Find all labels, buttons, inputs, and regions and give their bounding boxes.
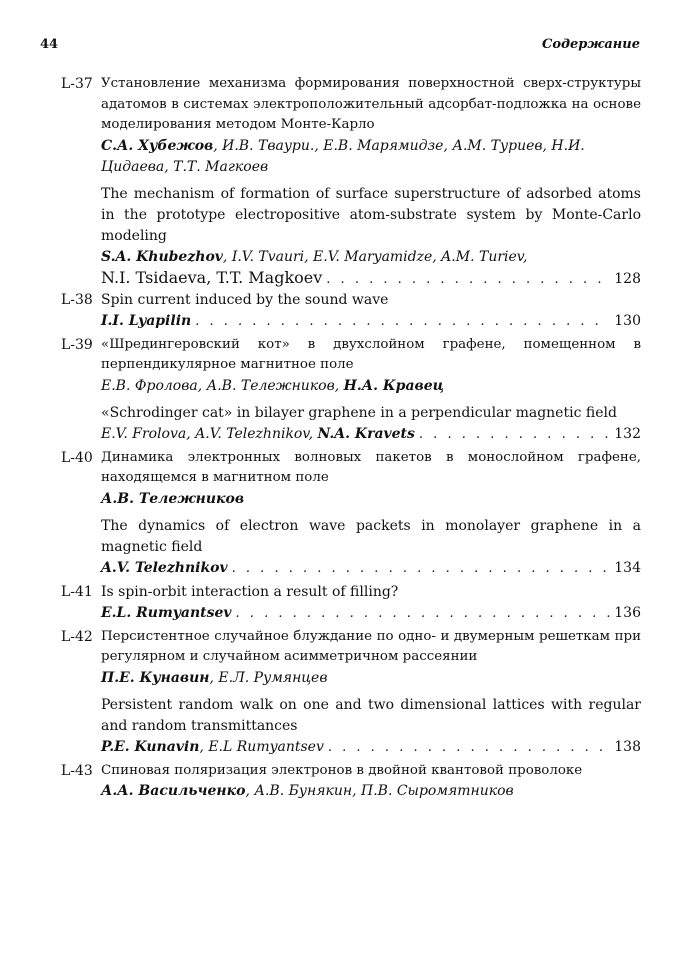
entry-page: 136: [614, 604, 641, 621]
entry-authors-ru: [101, 136, 641, 178]
page-number: 44: [40, 37, 59, 52]
entry-page: 138: [614, 738, 641, 755]
dot-leader: [419, 424, 610, 445]
entry-id: L-41: [61, 583, 93, 600]
lead-author: А.А. Васильченко: [101, 783, 246, 799]
lead-author: N.A. Kravets: [317, 425, 415, 442]
entry-title-en: «Schrodinger cat» in bilayer graphene in a perpendicular magnetic field: [101, 404, 617, 421]
entry-l41: [61, 582, 641, 624]
entry-l43: [61, 761, 641, 803]
entry-authors-en: [101, 424, 641, 445]
running-title: Содержание: [541, 37, 640, 52]
entry-title-en: The dynamics of electron wave packets in monolayer graphene in a magnetic field: [101, 517, 641, 555]
lead-author: I.I. Lyapilin: [101, 312, 192, 329]
lead-author: Н.А. Кравец: [343, 377, 444, 394]
entry-title-ru: Установление механизма формирования поверхностной сверх-структуры адатомов в системах электроположительный адсорбат-подложка на основе моделирования методом Монте-Карло: [101, 76, 641, 132]
entry-id: L-42: [61, 628, 93, 645]
entry-page: 128: [614, 270, 641, 287]
lead-author: А.В. Тележников: [101, 490, 245, 507]
co-authors: N.I. Tsidaeva, T.T. Magkoev: [101, 267, 323, 287]
entry-authors-ru: [101, 376, 641, 397]
entry-title-ru: Динамика электронных волновых пакетов в монослойном графене, находящемся в магнитном поле: [101, 449, 641, 485]
dot-leader: [328, 737, 610, 758]
entry-page: 132: [614, 425, 641, 442]
co-authors: Е.В. Фролова, А.В. Тележников,: [101, 377, 344, 394]
entry-l42: [61, 627, 641, 758]
lead-author: С.А. Хубежов: [101, 137, 214, 154]
dot-leader: [195, 311, 610, 332]
entry-authors-en: [101, 737, 641, 758]
entry-authors-ru: [101, 781, 641, 802]
entry-l37: [61, 74, 641, 287]
co-authors: , Е.Л. Румянцев: [209, 669, 328, 686]
entry-authors-en: [101, 247, 641, 268]
lead-author: S.A. Khubezhov: [101, 248, 223, 265]
lead-author: A.V. Telezhnikov: [101, 559, 228, 576]
lead-author: П.Е. Кунавин: [101, 669, 210, 686]
entry-l40: [61, 448, 641, 579]
entry-title-ru: Спиновая поляризация электронов в двойной квантовой проволоке: [101, 762, 583, 778]
co-authors: , E.L Rumyantsev: [199, 738, 324, 755]
entry-title-ru: «Шредингеровский кот» в двухслойном графене, помещенном в перпендикулярное магнитное поле: [101, 336, 641, 372]
entry-id: L-40: [61, 449, 93, 466]
co-authors: E.V. Frolova, A.V. Telezhnikov,: [101, 425, 318, 442]
lead-author: P.E. Kunavin: [101, 738, 200, 755]
entry-title-en: Spin current induced by the sound wave: [101, 291, 389, 308]
entry-id: L-43: [61, 762, 93, 779]
entry-l38: [61, 290, 641, 332]
entry-title-en: The mechanism of formation of surface superstructure of adsorbed atoms in the prototype electropositive atom-substrate system by Monte-Carlo modeling: [101, 185, 641, 244]
entry-id: L-38: [61, 291, 93, 308]
co-authors: , А.В. Бунякин, П.В. Сыромятников: [245, 783, 514, 799]
contents-list: [61, 74, 641, 805]
dot-leader: [232, 558, 611, 579]
entry-l39: [61, 335, 641, 445]
entry-page: 130: [614, 312, 641, 329]
entry-authors-ru: [101, 668, 641, 689]
co-authors: , И.В. Тваури., Е.В. Марямидзе, А.М. Туриев, Н.И. Цидаева, Т.Т. Магкоев: [101, 137, 585, 175]
entry-authors-en: [101, 311, 641, 332]
entry-id: L-39: [61, 336, 93, 353]
entry-authors-en-tail: [101, 268, 641, 287]
entry-authors-ru: [101, 489, 641, 510]
entry-authors-en: [101, 558, 641, 579]
entry-authors-en: [101, 603, 641, 624]
dot-leader: [236, 603, 611, 624]
entry-id: L-37: [61, 76, 93, 92]
entry-title-ru: Персистентное случайное блуждание по одно- и двумерным решеткам при регулярном и случайном асимметричном рассеянии: [101, 628, 641, 664]
co-authors: , I.V. Tvauri, E.V. Maryamidze, A.M. Turiev,: [222, 248, 528, 265]
dot-leader: [326, 272, 610, 287]
entry-page: 134: [614, 559, 641, 576]
entry-title-en: Persistent random walk on one and two dimensional lattices with regular and random transmittances: [101, 696, 641, 734]
entry-title-en: Is spin-orbit interaction a result of filling?: [101, 583, 399, 600]
lead-author: E.L. Rumyantsev: [101, 604, 232, 621]
